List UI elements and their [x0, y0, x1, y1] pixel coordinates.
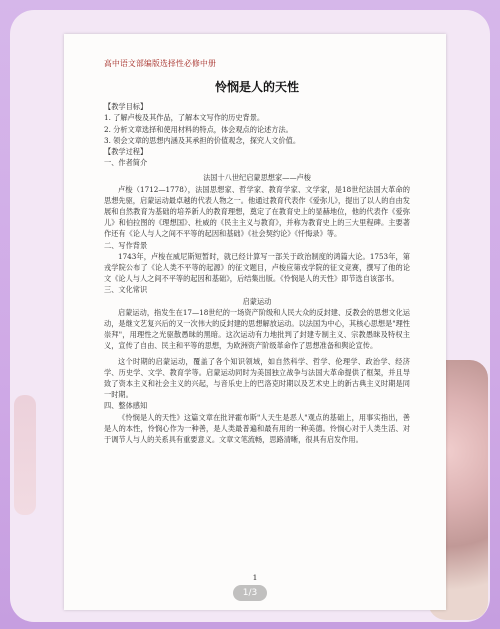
background-paragraph: 1743年，卢梭在威尼斯短暂时，就已经计算写一部关于政治制度的鸿篇大论。1753年，第戎学院公布了《论人类不平等的起源》的征文题目，卢梭应第戎学院的征文竞赛，撰写了他的论文《论人与人之间不平等的起因和基础》，后结集出版。《怜悯是人的天性》即节选自该部书。 [104, 251, 410, 284]
objectives-heading: 【教学目标】 [104, 102, 148, 112]
enlightenment-paragraph: 启蒙运动，指发生在17—18世纪的一场资产阶级和人民大众的反封建、反教会的思想文化运动，是继文艺复兴后的又一次伟大的反封建的思想解放运动。以法国为中心，其核心思想是"理性崇拜"，用理性之光驱散愚昧的黑暗。这次运动有力地批判了封建专制主义、宗教愚昧及特权主义，宣传了自由、民主和平等的思想，为欧洲资产阶级革命作了思想准备和舆论宣传。 [104, 307, 410, 351]
decorative-photo-left [14, 395, 36, 515]
knowledge-section-heading: 三、文化常识 [104, 285, 148, 295]
page-number: 1 [252, 573, 258, 582]
page-title: 怜悯是人的天性 [214, 80, 299, 95]
objective-item-1: 1. 了解卢梭及其作品，了解本文写作的历史背景。 [104, 113, 265, 123]
enlightenment-paragraph-2: 这个时期的启蒙运动，覆盖了各个知识领域，如自然科学、哲学、伦理学、政治学、经济学、历史学、文学、教育学等。启蒙运动同时为美国独立战争与法国大革命提供了框架，并且导致了资本主义和社会主义的兴起，与音乐史上的巴洛克时期以及艺术史上的新古典主义时期是同一时期。 [104, 356, 410, 400]
document-header: 高中语文部编版选择性必修中册 [104, 59, 216, 68]
overview-section-heading: 四、整体感知 [104, 401, 148, 411]
enlightenment-subheading: 启蒙运动 [242, 296, 272, 306]
overview-paragraph: 《怜悯是人的天性》这篇文章在批评霍布斯"人天生是恶人"观点的基础上，用事实指出，善是人的本性，怜悯心作为一种善，是人类最普遍和最有用的一种美德。怜悯心对于人类生活、对于调节人与人的关系具有重要意义。文章文笔流畅，思路清晰，很具有启发作用。 [104, 412, 410, 445]
page-content [104, 58, 410, 445]
author-paragraph: 卢梭（1712—1778），法国思想家、哲学家、教育学家、文学家，是18世纪法国大革命的思想先驱，启蒙运动最卓越的代表人物之一。他通过教育代表作《爱弥儿》，提出了以人的自由发展和自然教育为基础的培养新人的教育理想，奠定了在教育史上的显赫地位，他的代表作《爱弥儿》和伯拉图的《理想国》、杜威的《民主主义与教育》，并称为教育史上的三大里程碑。主要著作还有《论人与人之间不平等的起因和基础》《社会契约论》《忏悔录》等。 [104, 184, 410, 239]
process-heading: 【教学过程】 [104, 147, 148, 157]
document-page [64, 34, 446, 610]
background-section-heading: 二、写作背景 [104, 240, 148, 250]
author-subheading: 法国十八世纪启蒙思想家——卢梭 [203, 173, 311, 183]
objective-item-2: 2. 分析文章选择和使用材料的特点，体会观点的论述方法。 [104, 124, 293, 134]
objective-item-3: 3. 领会文章的思想内涵及其承担的价值观念，探究人文价值。 [104, 135, 301, 145]
page-indicator: 1/3 [233, 585, 267, 601]
author-section-heading: 一、作者简介 [104, 158, 148, 168]
